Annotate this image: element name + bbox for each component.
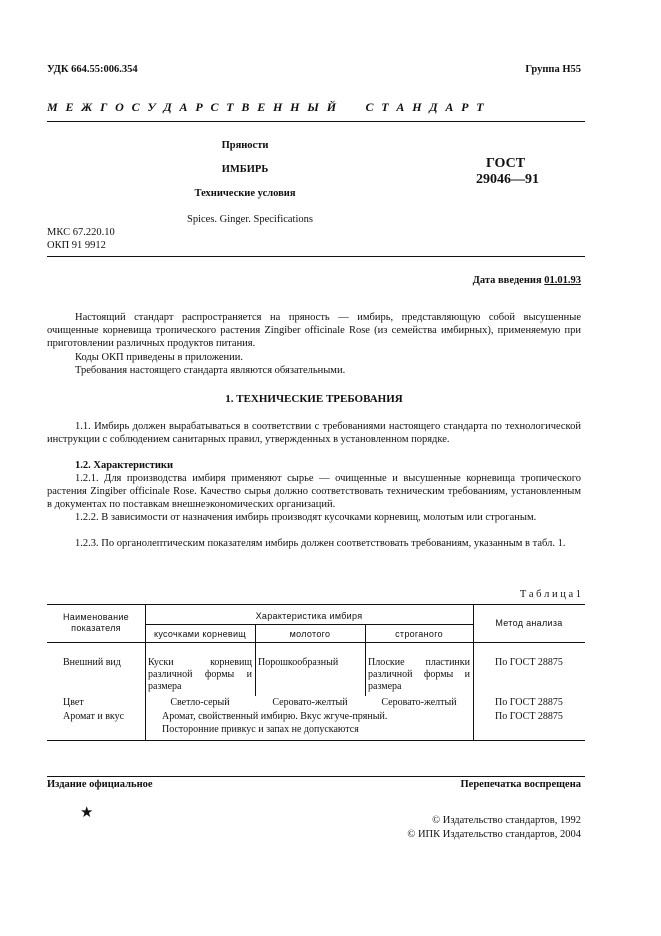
official-edition: Издание официальное (47, 779, 153, 790)
mks-code: МКС 67.220.10 (47, 227, 115, 238)
clause-1-2-2: 1.2.2. В зависимости от назначения имбирь производят кусочками корневищ, молотым или строганым. (75, 512, 537, 523)
table-bottom-rule (47, 740, 585, 741)
product-title: ИМБИРЬ (221, 164, 269, 175)
okp-code: ОКП 91 9912 (47, 240, 106, 251)
row-color-name: Цвет (63, 697, 84, 708)
title-rule (47, 256, 585, 257)
row-aroma-description: Аромат, свойственный имбирю. Вкус жгуче-пряный. (162, 711, 388, 722)
table-header-rule (47, 642, 585, 643)
row-color-shaved: Серовато-желтый (381, 697, 457, 708)
intro-date-value: 01.01.93 (544, 275, 581, 286)
intro-paragraph-scope: Настоящий стандарт распространяется на пряность — имбирь, представляющую собой высушенные очищенные корневища тропического растения Zingiber officinale Rose (из семейства имбирных), применяемую при приготовлении различных продуктов питания. (47, 312, 581, 349)
intro-paragraph-mandatory: Требования настоящего стандарта являются обязательными. (75, 365, 346, 376)
copyright-1992: © Издательство стандартов, 1992 (432, 815, 581, 826)
row-appearance-name: Внешний вид (63, 657, 121, 668)
table-subheader-rule (145, 624, 473, 625)
col-header-method: Метод анализа (495, 618, 563, 628)
intro-date-label: Дата введения (472, 275, 542, 286)
star-icon: ★ (80, 805, 94, 821)
clause-1-1: 1.1. Имбирь должен вырабатываться в соответствии с требованиями настоящего стандарта по технологической инструкции с соблюдением санитарных правил, утвержденных в установленном порядке. (47, 421, 581, 445)
section-heading: 1. ТЕХНИЧЕСКИЕ ТРЕБОВАНИЯ (225, 393, 403, 405)
table-vline-1 (145, 604, 146, 740)
col-header-pieces: кусочками корневищ (153, 629, 247, 639)
clause-1-2-1: 1.2.1. Для производства имбиря применяют сырье — очищенные и высушенные корневища тропического растения Zingiber officinale Rose. Качество сырья должно соответствовать техническим требованиям, установленным в документах по поставкам внешнеэкономических организаций. (47, 473, 581, 510)
col-header-characteristic: Характеристика имбиря (255, 611, 363, 621)
copyright-2004: © ИПК Издательство стандартов, 2004 (407, 829, 581, 840)
gost-number: 29046—91 (476, 172, 539, 187)
intro-paragraph-okp: Коды ОКП приведены в приложении. (75, 352, 244, 363)
document-subtitle: Технические условия (194, 188, 296, 199)
table-top-rule (47, 604, 585, 605)
row-appearance-ground: Порошкообразный (258, 657, 339, 668)
reprint-prohibited: Перепечатка воспрещена (460, 779, 581, 790)
row-aroma-name: Аромат и вкус (63, 711, 125, 722)
col-header-ground: молотого (289, 629, 331, 639)
interstate-standard-banner: М Е Ж Г О С У Д А Р С Т В Е Н Н Ы Й С Т А Н Д А Р Т (47, 100, 486, 114)
footer-rule (47, 776, 585, 777)
col-header-shaved: строганого (395, 629, 443, 639)
clause-1-2-3: 1.2.3. По органолептическим показателям имбирь должен соответствовать требованиям, указанным в табл. 1. (75, 538, 566, 549)
header-rule (47, 121, 585, 122)
udk-code: УДК 664.55:006.354 (47, 64, 138, 75)
intro-date (473, 274, 581, 287)
row-aroma-method: По ГОСТ 28875 (495, 711, 563, 722)
row-color-method: По ГОСТ 28875 (495, 697, 563, 708)
col-header-name: Наименование показателя (63, 612, 129, 633)
group-code: Группа Н55 (525, 64, 581, 75)
row-appearance-method: По ГОСТ 28875 (495, 657, 563, 668)
row-color-pieces: Светло-серый (170, 697, 230, 708)
english-title: Spices. Ginger. Specifications (187, 214, 313, 225)
category-title: Пряности (221, 140, 269, 151)
clause-1-2-heading: 1.2. Характеристики (75, 460, 174, 471)
row-aroma-restriction: Посторонние привкус и запах не допускаются (162, 724, 359, 735)
gost-label: ГОСТ (486, 156, 526, 171)
row-color-ground: Серовато-желтый (272, 697, 348, 708)
row-appearance-shaved: Плоские пластинки различной формы и размера (368, 657, 470, 692)
table-caption: Т а б л и ц а 1 (519, 589, 581, 600)
row-appearance-pieces: Куски корневищ различной формы и размера (148, 657, 252, 692)
